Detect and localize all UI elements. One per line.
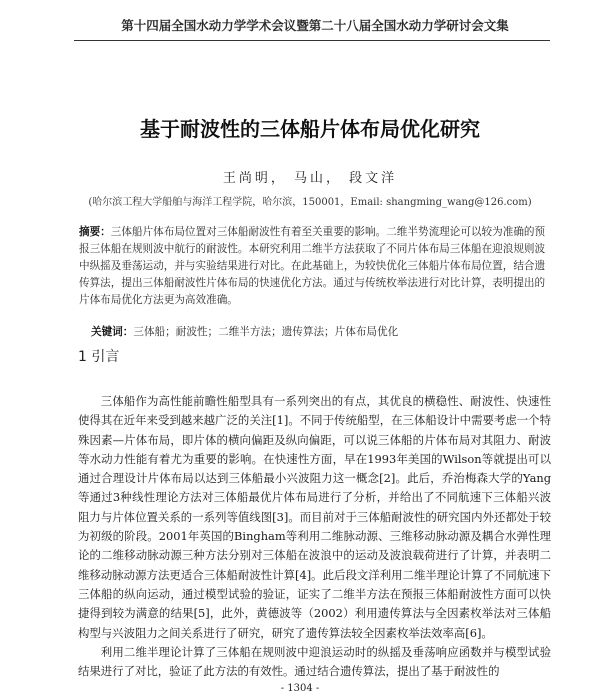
- abstract-text: 三体船片体布局位置对三体船耐波性有着至关重要的影响。二维半势流理论可以较为准确的预报三体船在规则波中航行的耐波性。本研究利用二维半方法获取了不同片体布局三体船在迎浪规则波中纵摇及垂荡运动，并与实验结果进行对比。在此基础上，为较快优化三体船片体布局位置，结合遗传算法，提出三体船耐波性片体布局的快速优化方法。通过与传统枚举法进行对比计算，表明提出的片体布局优化方法更为高效准确。: [79, 226, 546, 306]
- header-divider: [74, 40, 550, 41]
- paper-title: 基于耐波性的三体船片体布局优化研究: [140, 117, 480, 141]
- body-paragraph: 三体船作为高性能前瞻性船型具有一系列突出的有点，其优良的横稳性、耐波性、快速性使得其在近年来受到越来越广泛的关注[1]。不同于传统船型，在三体船设计中需要考虑一个特殊因素—片体布局，即片体的横向偏距及纵向偏距，可以说三体船的片体布局对其阻力、耐波等水动力性能有着尤为重要的影响。在快速性方面，早在1993年美国的Wilson等就提出可以通过合理设计片体布局以达到三体船最小兴波阻力这一概念[2]。此后，乔治梅森大学的Yang等通过3种线性理论方法对三体船最优片体布局进行了分析，并给出了不同航速下三体船兴波阻力与片体位置关系的一系列等值线图[3]。而目前对于三体船耐波性的研究国内外还都处于较为初级的阶段。2001年英国的Bingham等利用二维脉动源、三维移动脉动源及耦合水弹性理论的二维移动脉动源三种方法分别对三体船在波浪中的运动及波浪载荷进行了计算，并表明二维移动脉动源方法更适合三体船耐波性计算[4]。此后段文洋利用二维半理论计算了不同航速下三体船的纵向运动，通过模型试验的验证，证实了二维半方法在预报三体船耐波性方面可以快捷得到较为满意的结果[5]，此外，黄德波等（2002）利用遗传算法与全因素枚举法对三体船构型与兴波阻力之间关系进行了研究，研究了遗传算法较全因素枚举法效率高[6]。: [78, 394, 551, 640]
- keywords-label: 关键词：: [91, 326, 134, 338]
- paper-authors: 王尚明， 马山， 段文洋: [222, 171, 398, 186]
- running-header: 第十四届全国水动力学学术会议暨第二十八届全国水动力学研讨会文集: [121, 18, 509, 33]
- section-heading-introduction: 1 引言: [78, 349, 120, 365]
- page-number: - 1304 -: [280, 683, 320, 694]
- keywords-text: 三体船；耐波性；二维半方法；遗传算法；片体布局优化: [133, 326, 399, 338]
- keywords-block: [91, 324, 551, 341]
- abstract-paragraph: [79, 224, 549, 309]
- paper-affiliation: (哈尔滨工程大学船舶与海洋工程学院，哈尔滨，150001，Email: shangming_wang@126.com): [88, 197, 532, 208]
- body-text: [78, 392, 551, 681]
- abstract-block: [79, 224, 549, 309]
- abstract-label: 摘要：: [79, 226, 111, 238]
- body-paragraph: 利用二维半理论计算了三体船在规则波中迎浪运动时的纵摇及垂荡响应函数并与模型试验结果进行了对比，验证了此方法的有效性。通过结合遗传算法，提出了基于耐波性的: [78, 644, 551, 679]
